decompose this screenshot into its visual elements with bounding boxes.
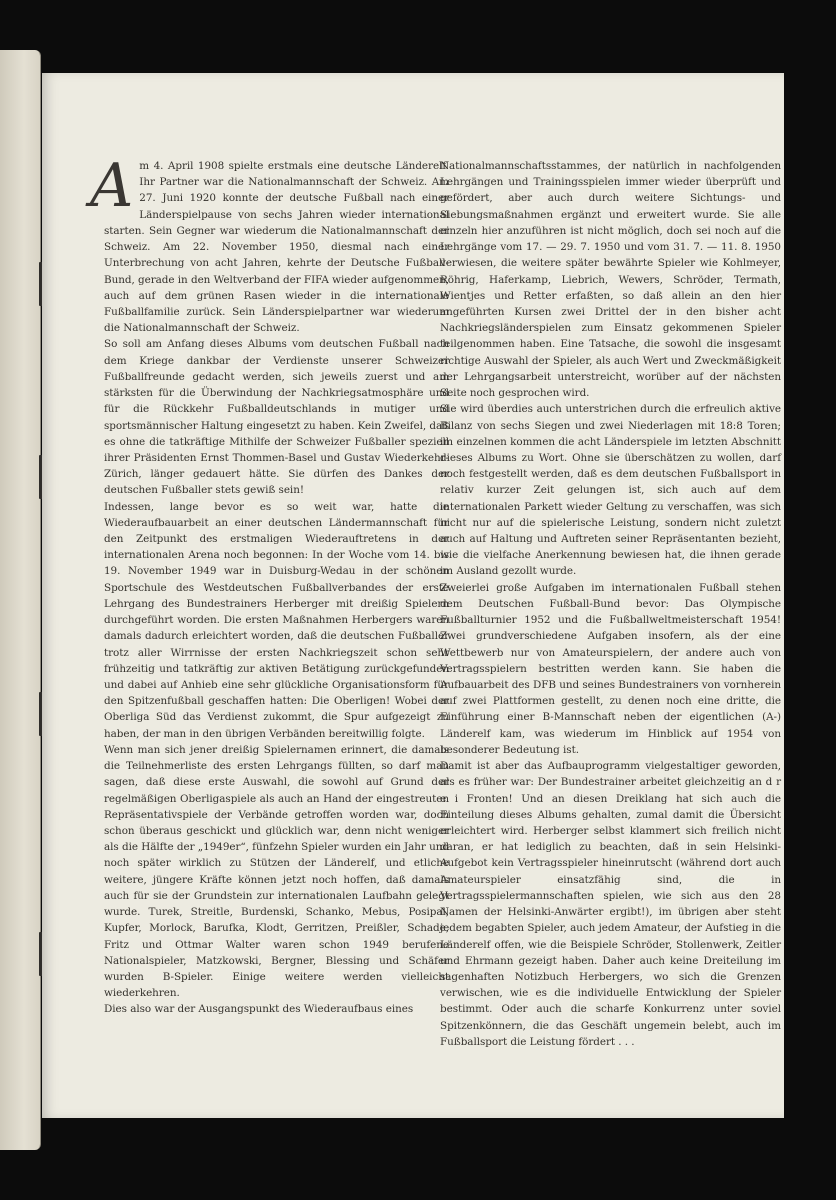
paragraph: Damit ist aber das Aufbauprogramm vielgestaltiger geworden, als es früher war: Der Bundestrainer arbeitet gleichzeitig an d r e i Fronten! Und an diesen Dreiklang hat sich auch die Einteilung dieses Albums gehalten, zumal damit die Übersicht erleichtert wird. Herberger selbst klammert sich freilich nicht daran, er hat lediglich zu beachten, daß in sein Helsinki-Aufgebot kein Vertragsspieler hineinrutscht (während dort auch Amateurspieler einsatzfähig sind, die in Vertragsspielermannschaften spielen, wie sich aus den 28 Namen der Helsinki-Anwärter ergibt!), im übrigen aber steht jedem begabten Spieler, auch jedem Amateur, der Aufstieg in die Länderelf offen, wie die Beispiele Schröder, Stollenwerk, Zeitler und Ehrmann gezeigt haben. Daher auch keine Dreiteilung im sagenhaften Notizbuch Herbergers, wo sich die Grenzen verwischen, wie es die individuelle Entwicklung der Spieler bestimmt. Oder auch die scharfe Konkurrenz unter soviel Spitzenkönnern, die das Geschäft ungemein belebt, auch im Fußballsport die Leistung fördert . . . (440, 760, 781, 1048)
right-text-column (440, 158, 781, 1050)
paragraph: So soll am Anfang dieses Albums vom deutschen Fußball nach dem Kriege dankbar der Verdienste unserer Schweizer Fußballfreunde gedacht werden, sich jeweils zuerst und am stärksten für die Überwindung der Nachkriegsatmosphäre und für die Rückkehr Fußballdeutschlands in mutiger und sportsmännischer Haltung eingesetzt zu haben. Kein Zweifel, daß es ohne die tatkräftige Mithilfe der Schweizer Fußballer speziell ihrer Präsidenten Ernst Thommen-Basel und Gustav Wiederkehr-Zürich, länger gedauert hätte. Sie dürfen des Dankes der deutschen Fußballer stets gewiß sein! (104, 338, 449, 497)
paragraph: Nationalmannschaftsstammes, der natürlich in nachfolgenden Lehrgängen und Trainingsspielen immer wieder überprüft und gefördert, aber auch durch weitere Sichtungs- und Siebungsmaßnahmen ergänzt und erweitert wurde. Sie alle einzeln hier anzuführen ist nicht möglich, doch sei noch auf die Lehrgänge vom 17. — 29. 7. 1950 und vom 31. 7. — 11. 8. 1950 verwiesen, die weitere später bewährte Spieler wie Kohlmeyer, Röhrig, Haferkamp, Liebrich, Wewers, Schröder, Termath, Wientjes und Retter erfaßten, so daß allein an den hier angeführten Kursen zwei Drittel der in den bisher acht Nachkriegsländerspielen zum Einsatz gekommenen Spieler teilgenommen haben. Eine Tatsache, die sowohl die insgesamt richtige Auswahl der Spieler, als auch Wert und Zweckmäßigkeit der Lehrgangsarbeit unterstreicht, worüber auf der nächsten Seite noch gesprochen wird. (440, 160, 781, 400)
paragraph: Dies also war der Ausgangspunkt des Wiederaufbaus eines (104, 1003, 414, 1016)
paragraph: Indessen, lange bevor es so weit war, hatte die Wiederaufbauarbeit an einer deutschen Ländermannschaft für den Zeitpunkt des erstmaligen Wiederauftretens in der internationalen Arena noch begonnen: In der Woche vom 14. bis 19. November 1949 war in Duisburg-Wedau in der schönen Sportschule des Westdeutschen Fußballverbandes der erste Lehrgang des Bundestrainers Herberger mit dreißig Spielern durchgeführt worden. Die ersten Maßnahmen Herbergers waren damals dadurch erleichtert worden, daß die deutschen Fußballer trotz aller Wirrnisse der ersten Nachkriegszeit schon sehr frühzeitig und tatkräftig zur aktiven Betätigung zurückgefunden und dabei auf Anhieb eine sehr glückliche Organisationsform für den Spitzenfußball geschaffen hatten: Die Oberligen! Wobei der Oberliga Süd das Verdienst zukommt, die Spur aufgezeigt zu haben, der man in den übrigen Verbänden bereitwillig folgte. (104, 500, 449, 740)
paragraph: m 4. April 1908 spielte erstmals eine deutsche Länderelf. Ihr Partner war die Nationalmannschaft der Schweiz. Am 27. Juni 1920 konnte der deutsche Fußball nach einer Länderspielpause von sechs Jahren wieder international starten. Sein Gegner war wiederum die Nationalmannschaft der Schweiz. Am 22. November 1950, diesmal nach einer Unterbrechung von acht Jahren, kehrte der Deutsche Fußball-Bund, gerade in den Weltverband der FIFA wieder aufgenommen, auch auf dem grünen Rasen wieder in die internationale Fußballfamilie zurück. Sein Länderspielpartner war wiederum die Nationalmannschaft der Schweiz. (104, 160, 449, 335)
document-page (42, 73, 784, 1118)
paragraph: Zweierlei große Aufgaben im internationalen Fußball stehen dem Deutschen Fußball-Bund bevor: Das Olympische Fußballturnier 1952 und die Fußballweltmeisterschaft 1954! Zwei grundverschiedene Aufgaben insofern, als der eine Wettbewerb nur von Amateurspielern, der andere auch von Vertragsspielern bestritten werden kann. Sie haben die Aufbauarbeit des DFB und seines Bundestrainers von vornherein auf zwei Plattformen gestellt, zu denen noch eine dritte, die Einführung einer B-Mannschaft neben der eigentlichen (A-) Länderelf kam, was wiederum im Hinblick auf 1954 von besonderer Bedeutung ist. (440, 581, 781, 756)
paragraph: Sie wird überdies auch unterstrichen durch die erfreulich aktive Bilanz von sechs Siegen und zwei Niederlagen mit 18:8 Toren; im einzelnen kommen die acht Länderspiele im letzten Abschnitt dieses Albums zu Wort. Ohne sie überschätzen zu wollen, darf noch festgestellt werden, daß es dem deutschen Fußballsport in relativ kurzer Zeit gelungen ist, sich auch auf dem internationalen Parkett wieder Geltung zu verschaffen, was sich nicht nur auf die spielerische Leistung, sondern nicht zuletzt auch auf Haltung und Auftreten seiner Repräsentanten bezieht, wie die vielfache Anerkennung bewiesen hat, die ihnen gerade im Ausland gezollt wurde. (440, 403, 781, 578)
previous-page-edge (0, 50, 41, 1150)
paragraph: Wenn man sich jener dreißig Spielernamen erinnert, die damals die Teilnehmerliste des ersten Lehrgangs füllten, so darf man sagen, daß diese erste Auswahl, die sowohl auf Grund der regelmäßigen Oberligaspiele als auch an Hand der eingestreuten Repräsentativspiele der Verbände getroffen worden war, doch schon überaus geschickt und glücklich war, denn nicht weniger als die Hälfte der „1949er“, fünfzehn Spieler wurden ein Jahr und noch später wirklich zu Stützen der Länderelf, und etliche weitere, jüngere Kräfte können jetzt noch hoffen, daß damals auch für sie der Grundstein zur internationalen Laufbahn gelegt wurde. Turek, Streitle, Burdenski, Schanko, Mebus, Posipal, Kupfer, Morlock, Barufka, Klodt, Gerritzen, Preißler, Schade, Fritz und Ottmar Walter waren schon 1949 berufene Nationalspieler, Matzkowski, Bergner, Blessing und Schäfer wurden B-Spieler. Einige weitere werden vielleicht wiederkehren. (104, 743, 449, 1000)
drop-cap: A (90, 151, 134, 221)
left-text-column (90, 151, 449, 1018)
